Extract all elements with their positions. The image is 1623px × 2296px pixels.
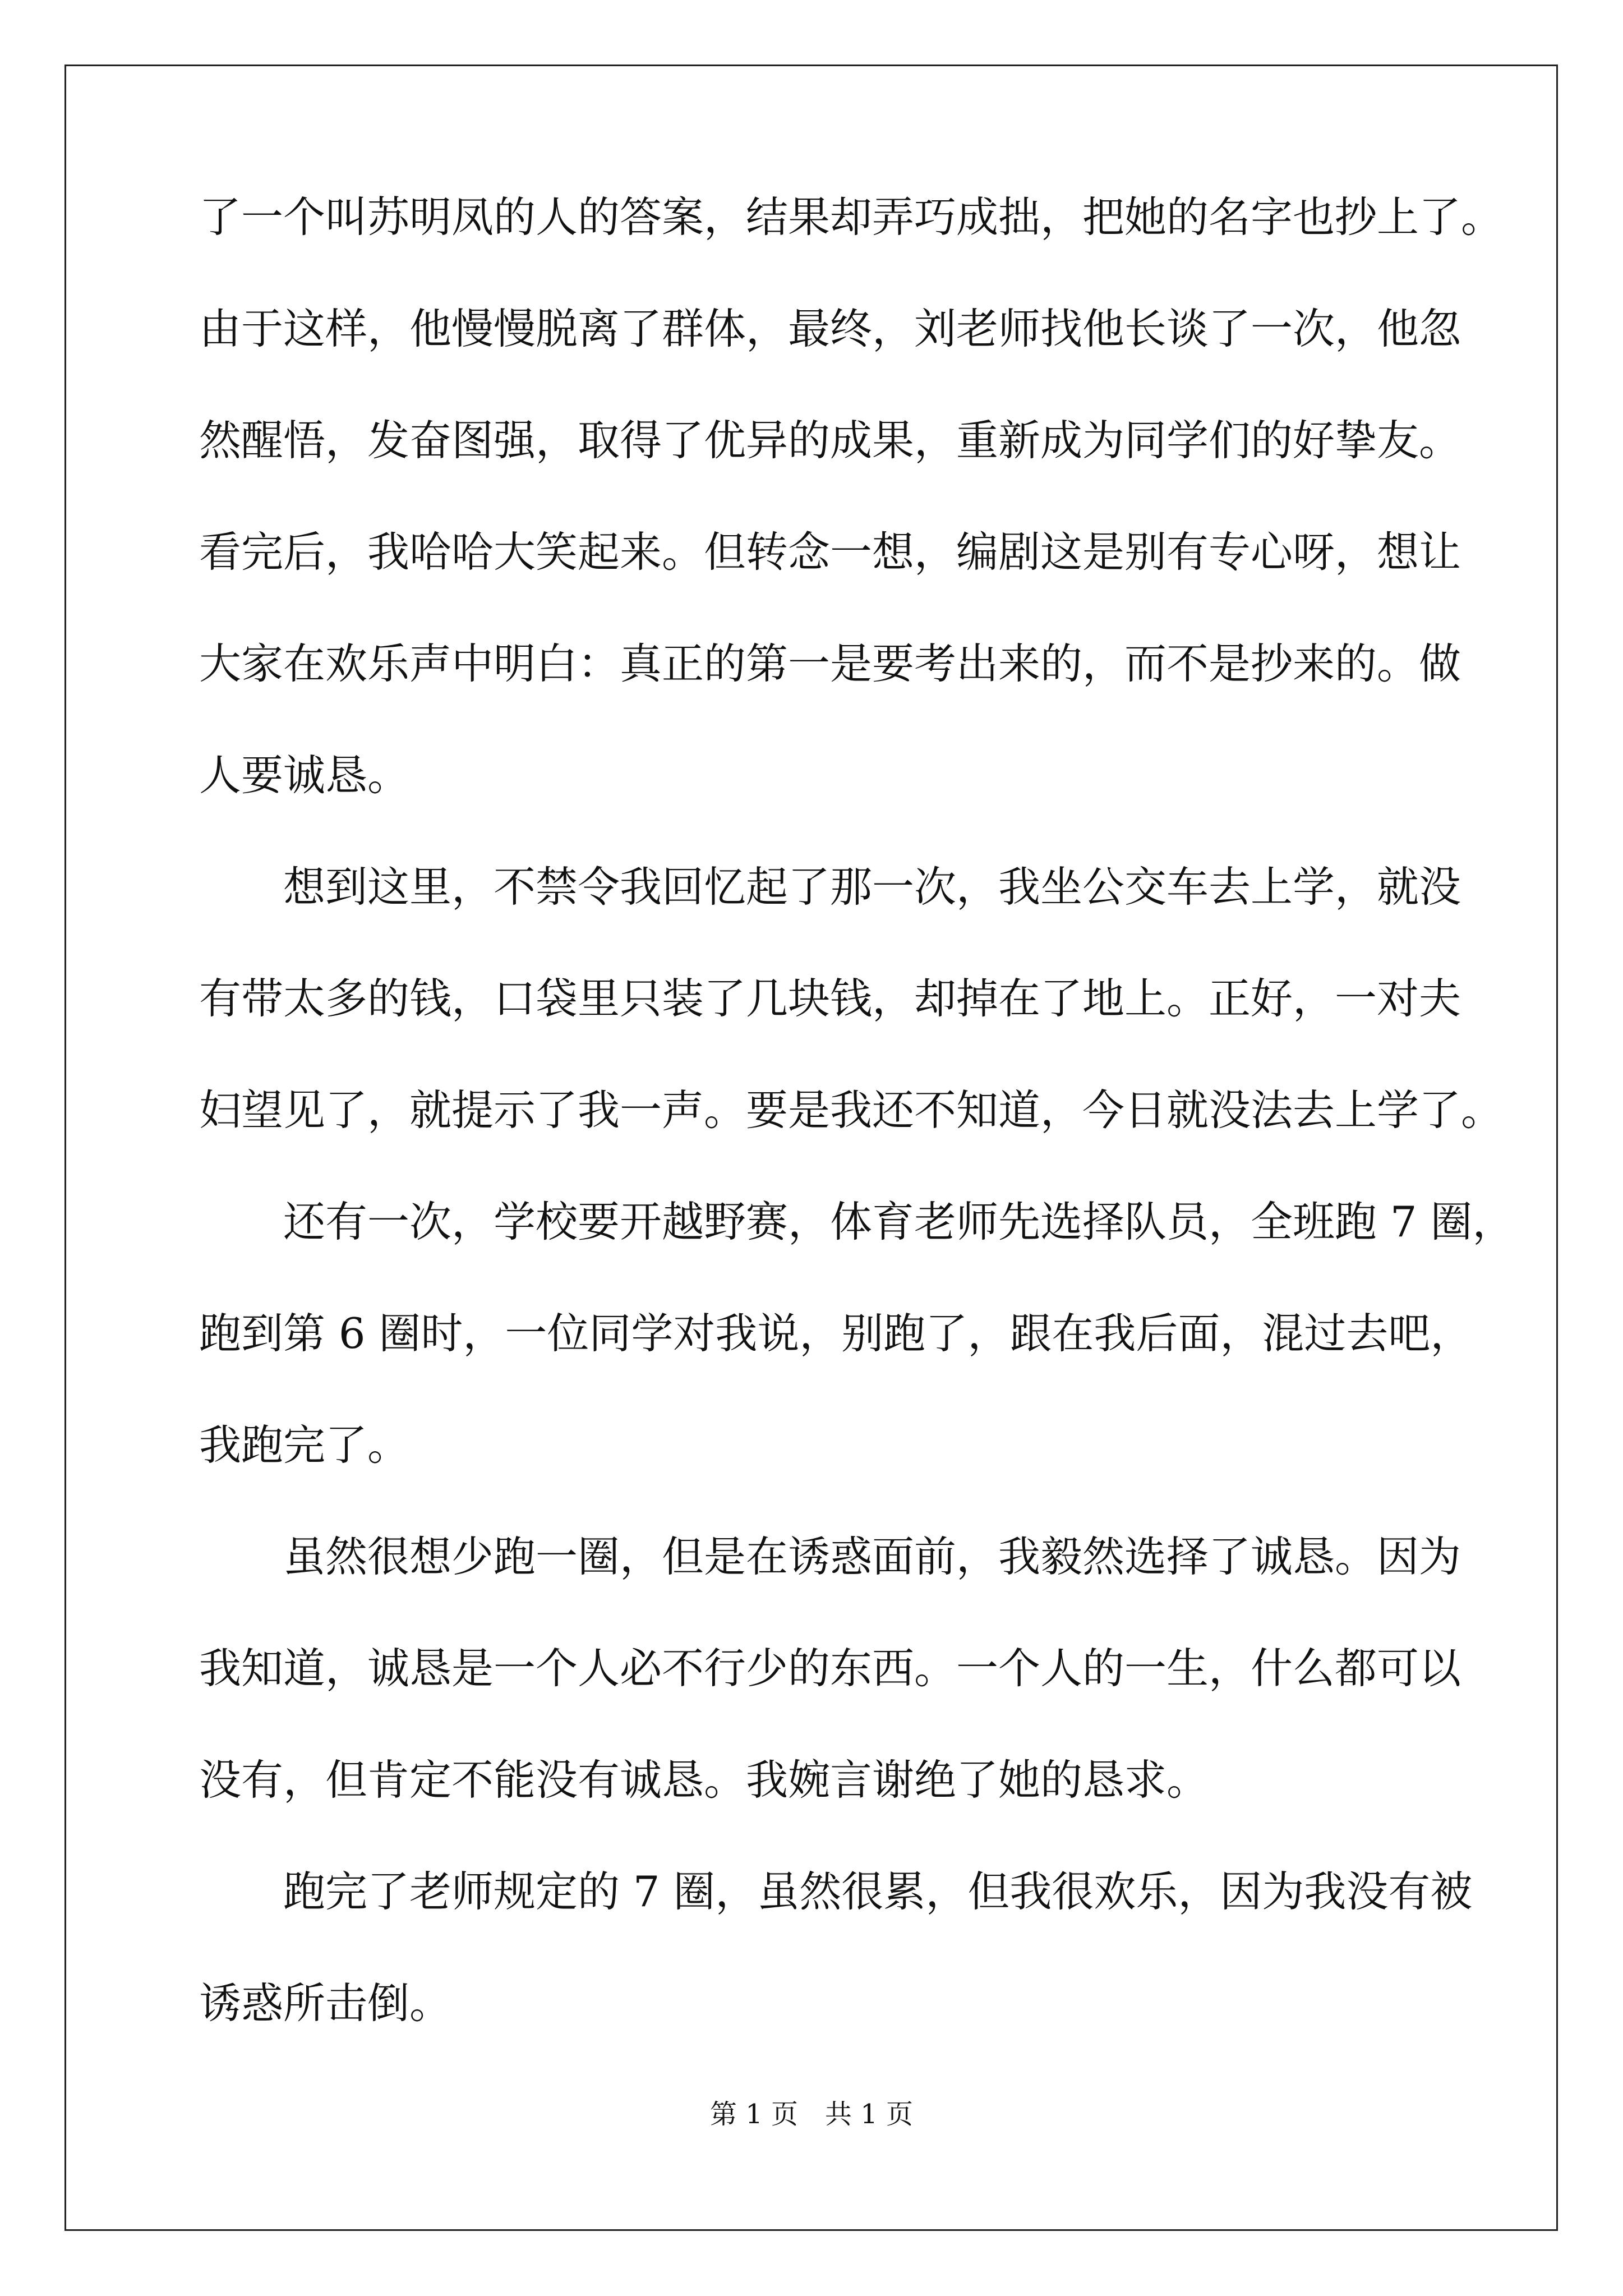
text-line: 大家在欢乐声中明白：真正的第一是要考出来的，而不是抄来的。做 (199, 639, 1461, 688)
text-line: 妇望见了，就提示了我一声。要是我还不知道，今日就没法去上学了。 (199, 1085, 1504, 1135)
text-line: 还有一次，学校要开越野赛，体育老师先选择队员，全班跑 7 圈， (283, 1197, 1515, 1246)
text-line: 跑完了老师规定的 7 圈，虽然很累，但我很欢乐，因为我没有被 (283, 1867, 1473, 1916)
text-line: 看完后，我哈哈大笑起来。但转念一想，编剧这是别有专心呀，想让 (199, 527, 1461, 577)
text-line: 没有，但肯定不能没有诚恳。我婉言谢绝了她的恳求。 (199, 1755, 1209, 1805)
text-line: 跑到第 6 圈时，一位同学对我说，别跑了，跟在我后面，混过去吧， (199, 1309, 1473, 1358)
text-line: 诱惑所击倒。 (199, 1978, 452, 2028)
text-line: 我跑完了。 (199, 1420, 410, 1470)
text-line: 虽然很想少跑一圈，但是在诱惑面前，我毅然选择了诚恳。因为 (283, 1532, 1461, 1581)
text-line: 我知道，诚恳是一个人必不行少的东西。一个人的一生，什么都可以 (199, 1644, 1461, 1693)
text-line: 然醒悟，发奋图强，取得了优异的成果，重新成为同学们的好挚友。 (199, 416, 1461, 465)
text-line: 人要诚恳。 (199, 751, 410, 800)
text-line: 有带太多的钱，口袋里只装了几块钱，却掉在了地上。正好，一对夫 (199, 974, 1461, 1023)
page-number-footer: 第 1 页 共 1 页 (709, 2099, 914, 2130)
text-line: 由于这样，他慢慢脱离了群体，最终，刘老师找他长谈了一次，他忽 (199, 304, 1461, 353)
text-line: 想到这里，不禁令我回忆起了那一次，我坐公交车去上学，就没 (283, 862, 1461, 912)
document-body (199, 192, 1515, 2094)
text-line: 了一个叫苏明凤的人的答案，结果却弄巧成拙，把她的名字也抄上了。 (199, 192, 1504, 242)
